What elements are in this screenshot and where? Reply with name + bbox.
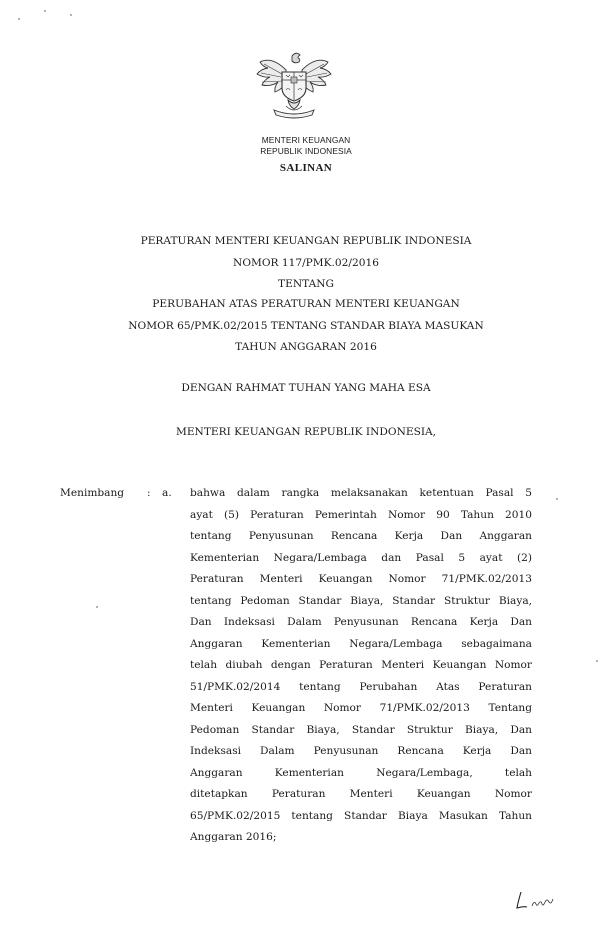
paragraph-line: tentang Penyusunan Rencana Kerja Dan Anggaran — [190, 530, 532, 542]
paragraph-line: ditetapkan Peraturan Menteri Keuangan Nomor — [190, 788, 532, 800]
institution-name-line1: MENTERI KEUANGAN — [261, 135, 351, 145]
item-letter: a. — [162, 487, 172, 499]
regulation-title-line: PERATURAN MENTERI KEUANGAN REPUBLIK INDONESIA — [140, 235, 472, 247]
institution-name-line2: REPUBLIK INDONESIA — [260, 146, 352, 156]
paragraph-line: Peraturan Menteri Keuangan Nomor 71/PMK.02/2013 — [190, 573, 532, 585]
handwritten-initial-paraf-icon — [512, 888, 560, 914]
paragraph-line: Indeksasi Dalam Penyusunan Rencana Kerja Dan — [190, 745, 532, 757]
considering-label: Menimbang — [60, 487, 125, 499]
regulation-number: NOMOR 117/PMK.02/2016 — [233, 257, 379, 269]
paragraph-line: Anggaran Kementerian Negara/Lembaga, telah — [190, 766, 532, 779]
paragraph-line: Dan Indeksasi Dalam Penyusunan Rencana Kerja Dan — [190, 616, 532, 628]
paragraph-line: Pedoman Standar Biaya, Standar Struktur Biaya, Dan — [190, 723, 532, 736]
regulation-about: TENTANG — [278, 278, 334, 290]
regulation-subject-line: NOMOR 65/PMK.02/2015 TENTANG STANDAR BIAYA MASUKAN — [128, 320, 484, 332]
regulation-subject-line: PERUBAHAN ATAS PERATURAN MENTERI KEUANGAN — [152, 298, 460, 310]
considering-separator: : — [147, 487, 151, 499]
paragraph-line: bahwa dalam rangka melaksanakan ketentuan Pasal 5 — [190, 487, 532, 499]
paragraph-line: 51/PMK.02/2014 tentang Perubahan Atas Peraturan — [190, 680, 532, 693]
authority-statement: MENTERI KEUANGAN REPUBLIK INDONESIA, — [175, 426, 437, 438]
considering-paragraph — [190, 483, 532, 849]
paragraph-line: telah diubah dengan Peraturan Menteri Keuangan Nomor — [190, 659, 532, 671]
paragraph-line: tentang Pedoman Standar Biaya, Standar Struktur Biaya, — [190, 594, 532, 607]
paragraph-line: 65/PMK.02/2015 tentang Standar Biaya Masukan Tahun — [190, 809, 532, 822]
invocation: DENGAN RAHMAT TUHAN YANG MAHA ESA — [181, 382, 431, 394]
regulation-subject-line: TAHUN ANGGARAN 2016 — [235, 341, 377, 353]
copy-mark: SALINAN — [279, 162, 333, 174]
garuda-emblem-icon — [252, 48, 336, 126]
paragraph-line: Kementerian Negara/Lembaga dan Pasal 5 ayat (2) — [190, 551, 532, 564]
paragraph-line: Anggaran Kementerian Negara/Lembaga sebagaimana — [190, 637, 532, 650]
paragraph-line: ayat (5) Peraturan Pemerintah Nomor 90 Tahun 2010 — [190, 508, 532, 521]
paragraph-line: Anggaran 2016; — [190, 831, 277, 843]
paragraph-line: Menteri Keuangan Nomor 71/PMK.02/2013 Tentang — [190, 702, 532, 714]
